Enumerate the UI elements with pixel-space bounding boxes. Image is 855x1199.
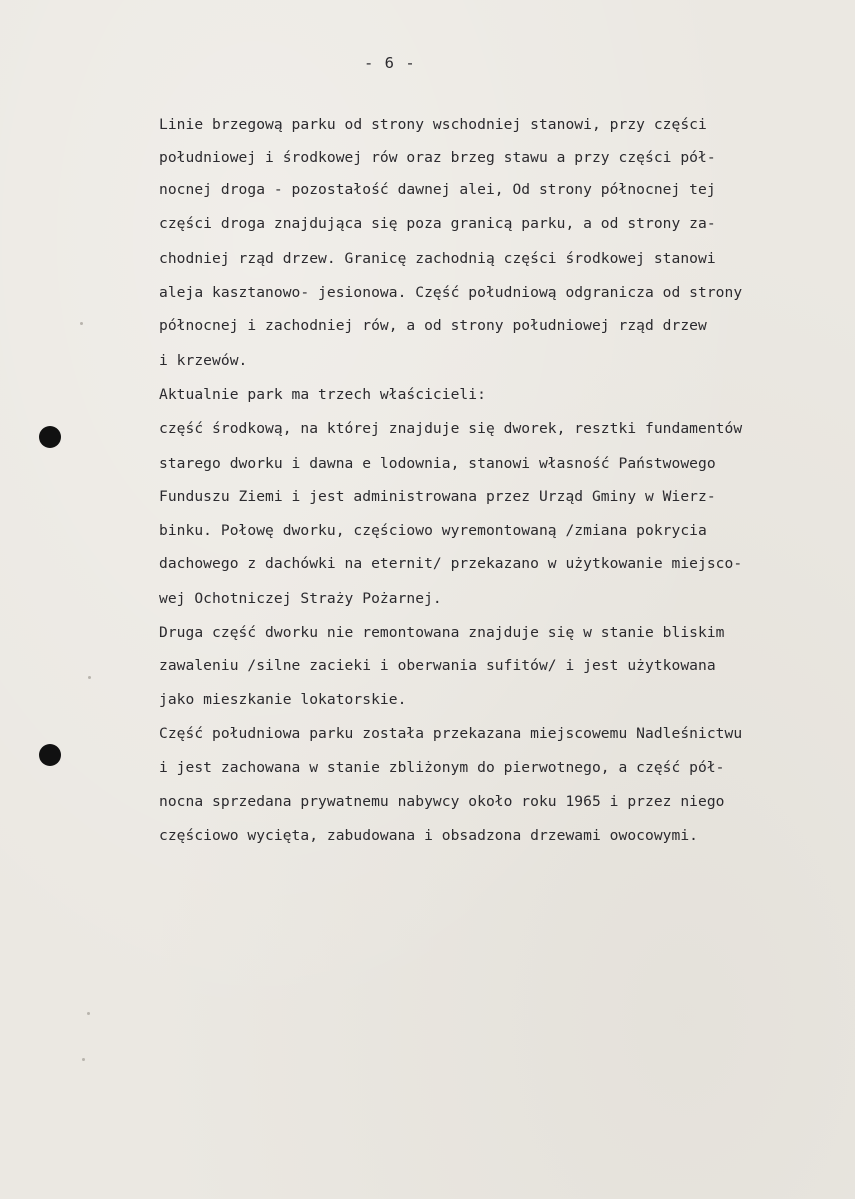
paper-speck bbox=[88, 676, 91, 679]
text-line: zawaleniu /silne zacieki i oberwania sufitów/ i jest użytkowana bbox=[159, 657, 716, 674]
paper-speck bbox=[87, 1012, 90, 1015]
text-line: binku. Połowę dworku, częściowo wyremontowaną /zmiana pokrycia bbox=[159, 522, 707, 539]
text-line: częściowo wycięta, zabudowana i obsadzona drzewami owocowymi. bbox=[159, 827, 699, 844]
text-line: nocna sprzedana prywatnemu nabywcy około roku 1965 i przez niego bbox=[159, 793, 725, 810]
text-line: aleja kasztanowo- jesionowa. Część południową odgranicza od strony bbox=[159, 284, 743, 301]
paper-speck bbox=[82, 1058, 85, 1061]
text-line: Druga część dworku nie remontowana znajduje się w stanie bliskim bbox=[159, 624, 725, 641]
text-line: Funduszu Ziemi i jest administrowana przez Urząd Gminy w Wierz- bbox=[159, 488, 716, 505]
text-line: Część południowa parku została przekazana miejscowemu Nadleśnictwu bbox=[159, 725, 743, 742]
punch-hole bbox=[39, 744, 61, 766]
text-line: Aktualnie park ma trzech właścicieli: bbox=[159, 386, 486, 403]
text-line: i jest zachowana w stanie zbliżonym do pierwotnego, a część pół- bbox=[159, 759, 725, 776]
page-number: - 6 - bbox=[364, 54, 416, 72]
text-line: południowej i środkowej rów oraz brzeg stawu a przy części pół- bbox=[159, 149, 716, 166]
punch-hole bbox=[39, 426, 61, 448]
text-line: północnej i zachodniej rów, a od strony południowej rząd drzew bbox=[159, 317, 707, 334]
text-line: i krzewów. bbox=[159, 352, 248, 369]
paper-speck bbox=[80, 322, 83, 325]
text-line: nocnej droga - pozostałość dawnej alei, Od strony północnej tej bbox=[159, 181, 716, 198]
text-line: starego dworku i dawna e lodownia, stanowi własność Państwowego bbox=[159, 455, 716, 472]
text-line: dachowego z dachówki na eternit/ przekazano w użytkowanie miejsco- bbox=[159, 555, 743, 572]
text-line: Linie brzegową parku od strony wschodniej stanowi, przy części bbox=[159, 116, 707, 133]
text-line: część środkową, na której znajduje się dworek, resztki fundamentów bbox=[159, 420, 743, 437]
text-line: części droga znajdująca się poza granicą parku, a od strony za- bbox=[159, 215, 716, 232]
text-line: chodniej rząd drzew. Granicę zachodnią części środkowej stanowi bbox=[159, 250, 716, 267]
text-line: jako mieszkanie lokatorskie. bbox=[159, 691, 407, 708]
text-line: wej Ochotniczej Straży Pożarnej. bbox=[159, 590, 442, 607]
